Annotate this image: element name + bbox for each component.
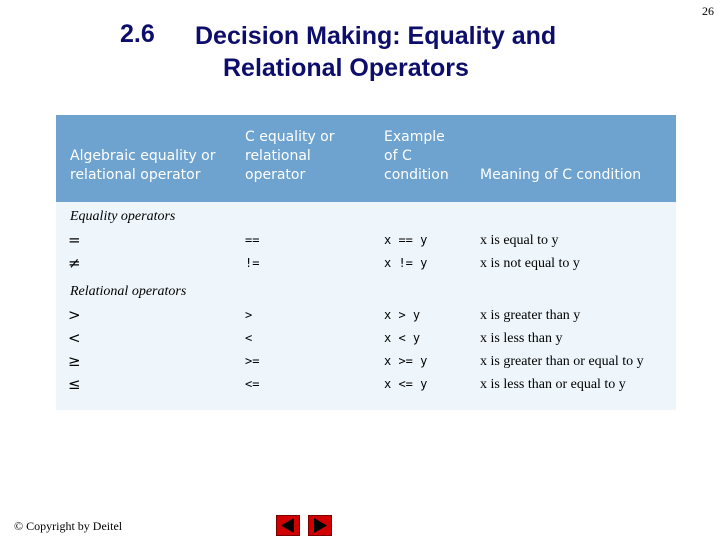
c-operator: > [245, 308, 253, 322]
algebraic-symbol: = [68, 231, 81, 249]
example-condition: x <= y [384, 377, 428, 391]
algebraic-symbol: ≥ [68, 352, 81, 370]
header-c-operator: C equality or relational operator [245, 129, 335, 183]
example-condition: x != y [384, 256, 428, 270]
group-heading-equality [56, 205, 676, 228]
condition-meaning: x is greater than or equal to y [480, 354, 644, 369]
condition-meaning: x is less than or equal to y [480, 377, 626, 392]
condition-meaning: x is less than y [480, 331, 563, 346]
header-meaning: Meaning of C condition [480, 167, 642, 183]
condition-meaning: x is greater than y [480, 308, 581, 323]
arrow-left-icon [277, 516, 299, 535]
title-line-2: Relational Operators [223, 54, 469, 82]
group-heading-relational [56, 280, 676, 303]
c-operator: <= [245, 377, 260, 391]
page-number: 26 [702, 4, 714, 18]
group-label: Relational operators [70, 284, 187, 299]
algebraic-symbol: > [68, 306, 81, 324]
algebraic-symbol: < [68, 329, 81, 347]
table-row [56, 373, 676, 396]
algebraic-symbol: ≤ [68, 375, 81, 393]
table-row [56, 252, 676, 275]
condition-meaning: x is equal to y [480, 233, 559, 248]
copyright-notice: © Copyright by Deitel [14, 519, 123, 533]
table-row [56, 327, 676, 350]
example-condition: x < y [384, 331, 421, 345]
example-condition: x > y [384, 308, 421, 322]
slide-title [195, 20, 625, 84]
c-operator: == [245, 233, 260, 247]
header-algebraic-operator: Algebraic equality or relational operator [70, 148, 216, 183]
c-operator: >= [245, 354, 260, 368]
title-line-1: Decision Making: Equality and [195, 22, 557, 50]
header-example: Example of C condition [384, 129, 449, 183]
example-condition: x >= y [384, 354, 428, 368]
arrow-right-icon [309, 516, 331, 535]
table-row [56, 304, 676, 327]
next-slide-button[interactable] [308, 515, 332, 536]
slide-navigation [276, 515, 336, 541]
example-condition: x == y [384, 233, 428, 247]
algebraic-symbol: ≠ [68, 254, 81, 272]
table-header [56, 115, 676, 202]
previous-slide-button[interactable] [276, 515, 300, 536]
condition-meaning: x is not equal to y [480, 256, 580, 271]
c-operator: < [245, 331, 253, 345]
operators-table [56, 115, 676, 410]
c-operator: != [245, 256, 260, 270]
table-row [56, 350, 676, 373]
section-number: 2.6 [120, 20, 155, 48]
group-label: Equality operators [70, 209, 176, 224]
table-row [56, 229, 676, 252]
